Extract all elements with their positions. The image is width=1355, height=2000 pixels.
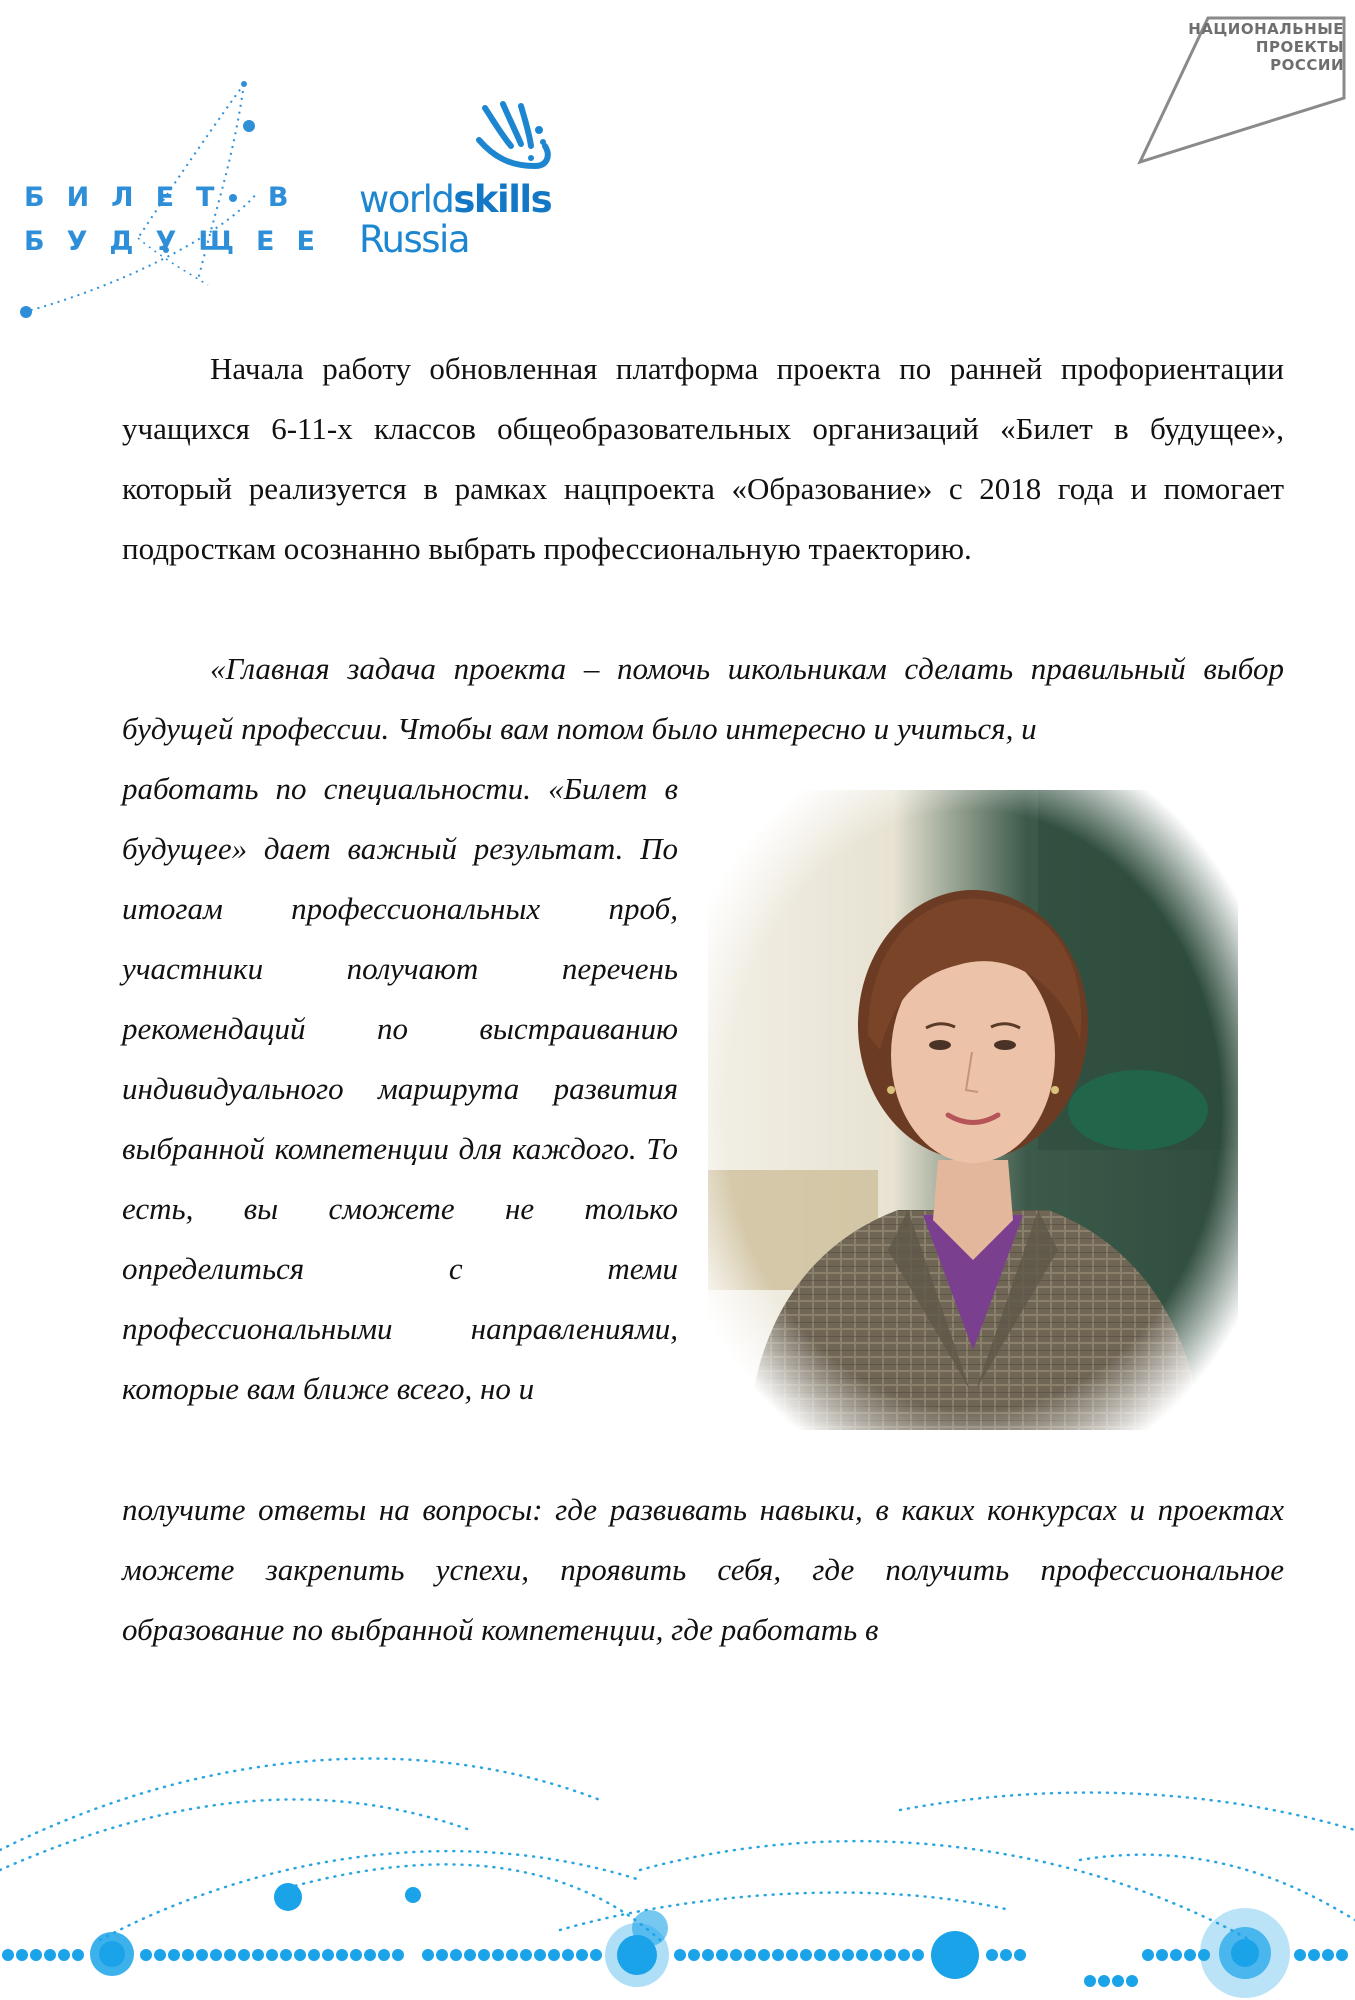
worldskills-country: Russia [359, 218, 470, 261]
worldskills-wordmark [359, 178, 551, 221]
bilet-logo-line2: БУДУЩЕЕ [24, 226, 337, 257]
quote-beside-photo: работать по специальности. «Билет в будущее» дает важный результат. По итогам профессиональных проб, участники получают перечень рекомендаций по выстраиванию индивидуального маршрута развития выбранной компетенции для каждого. То есть, вы сможете не только определиться с теми профессиональными направлениями, которые вам ближе всего, но и [122, 771, 678, 1406]
worldskills-word-world: world [359, 178, 454, 221]
footer-dots-decoration [0, 1740, 1355, 2000]
national-projects-logo [1130, 14, 1350, 169]
bilet-logo-line1: БИЛЕТ В [24, 182, 311, 213]
bilet-v-budushchee-logo [18, 80, 337, 325]
quote-first-lines: «Главная задача проекта – помочь школьникам сделать правильный выбор будущей профессии. Чтобы вам потом было интересно и учиться, и [122, 651, 1284, 746]
national-projects-text: НАЦИОНАЛЬНЫЕ ПРОЕКТЫ РОССИИ [1188, 20, 1344, 74]
worldskills-word-skills: skills [453, 178, 552, 221]
article-intro-paragraph: Начала работу обновленная платформа проекта по ранней профориентации учащихся 6-11-х классов общеобразовательных организаций «Билет в будущее», который реализуется в рамках нацпроекта «Образование» с 2018 года и помогает подросткам осознанно выбрать профессиональную траекторию. [122, 351, 1284, 566]
worldskills-hand-icon [475, 100, 555, 180]
worldskills-russia-logo [355, 100, 565, 260]
portrait-photo [708, 790, 1238, 1430]
quote-continuation: получите ответы на вопросы: где развивать навыки, в каких конкурсах и проектах можете закрепить успехи, проявить себя, где получить профессиональное образование по выбранной компетенции, где работать в [122, 1492, 1284, 1647]
